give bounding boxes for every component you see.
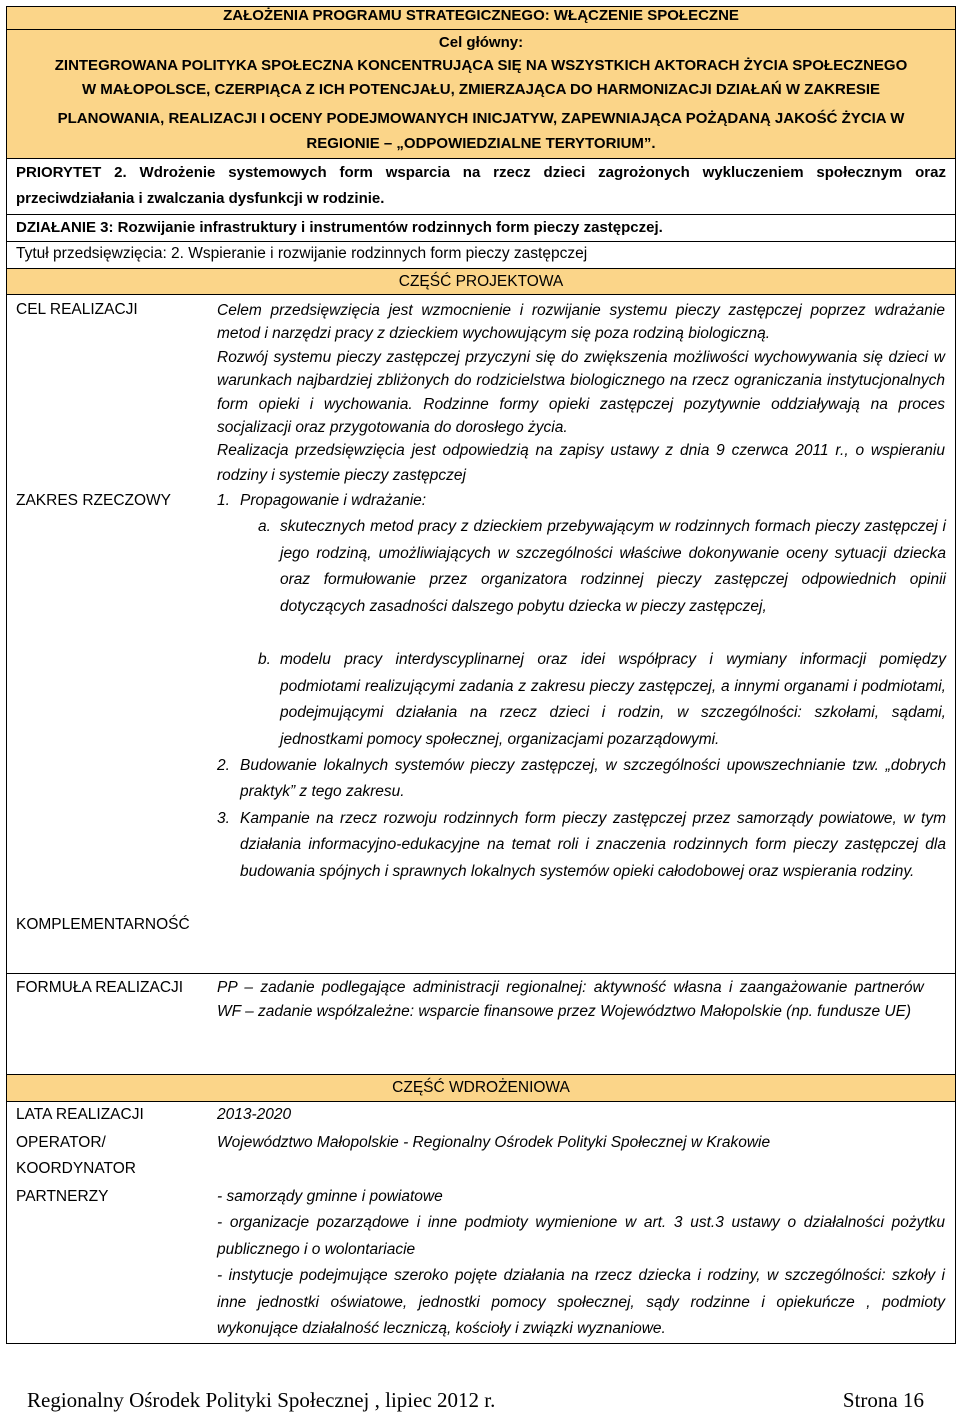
cel-paragraph-3: Realizacja przedsięwzięcia jest odpowiedzią na zapisy ustawy z dnia 9 czerwca 2011 r., o wspieraniu rodziny i systemie pieczy zastępczej [217,442,945,484]
komplementarnosc-label: KOMPLEMENTARNOŚĆ [16,916,190,933]
cel-paragraph-1: Celem przedsięwzięcia jest wzmocnienie i rozwijanie systemu pieczy zastępczej poprzez wdrażanie metod i narzędzi pracy z dzieckiem wychowującym się poza rodziną biologiczną. [217,302,945,343]
goal-line-2: W MAŁOPOLSCE, CZERPIĄCA Z ICH POTENCJAŁU, ZMIERZAJĄCA DO HARMONIZACJI DZIAŁAŃ W ZAKRESIE [81,81,881,98]
action: DZIAŁANIE 3: Rozwijanie infrastruktury i instrumentów rodzinnych form pieczy zastępczej. [16,219,663,236]
lata-value: 2013-2020 [217,1106,292,1123]
partnerzy-label: PARTNERZY [16,1188,109,1205]
zakres-item-2-num: 2. [217,757,230,774]
operator-label-2: KOORDYNATOR [16,1160,136,1177]
cel-content [217,299,945,488]
goal-line-1: ZINTEGROWANA POLITYKA SPOŁECZNA KONCENTRUJĄCA SIĘ NA WSZYSTKICH AKTORACH ŻYCIA SPOŁECZNEGO [54,57,908,74]
priority-label: PRIORYTET 2. [16,164,127,181]
cel-paragraph-2: Rozwój systemu pieczy zastępczej przyczyni się do zwiększenia możliwości wychowywania się dzieci w warunkach najbardziej zbliżonych do rodzicielstwa biologicznego na rzecz ograniczania instytucjonalnych form opieki i wychowania. Rodzinne formy opieki zastępczej pozytywnie oddziaływają na proces socjalizacji oraz przygotowania do dorosłego życia. [217,348,945,437]
partnerzy-item-1: - samorządy gminne i powiatowe [217,1188,443,1205]
zakres-sub-b: modelu pracy interdyscyplinarnej oraz idei współpracy i wymiany informacji pomiędzy podmiotami realizującymi zadania z zakresu pieczy zastępczej, a innymi organami i podmiotami, podejmującymi działania na rzecz dzieci i rodzin, w szczególności: szkołami, sądami, jednostkami pomocy społecznej, organizacjami pozarządowymi. [280,651,946,748]
document-title: ZAŁOŻENIA PROGRAMU STRATEGICZNEGO: WŁĄCZENIE SPOŁECZNE [223,7,739,24]
zakres-item-3-num: 3. [217,810,230,827]
divider [7,1101,955,1102]
divider [7,29,955,30]
lata-label: LATA REALIZACJI [16,1106,144,1123]
cel-label: CEL REALIZACJI [16,301,138,318]
formula-line-1: PP – zadanie podlegające administracji regionalnej: aktywność własna i zaangażowanie partnerów [217,979,924,996]
zakres-sub-b-mark: b. [258,651,271,668]
section-project: CZĘŚĆ PROJEKTOWA [398,273,564,290]
partnerzy-item-2: - organizacje pozarządowe i inne podmioty wymienione w art. 3 ust.3 ustawy o działalności pożytku publicznego i o wolontariacie [217,1214,945,1258]
zakres-item-1-num: 1. [217,492,230,509]
zakres-item-2: Budowanie lokalnych systemów pieczy zastępczej, w szczególności upowszechnianie tzw. „dobrych praktyk” z tego zakresu. [240,757,946,801]
formula-label: FORMUŁA REALIZACJI [16,979,184,996]
zakres-sub-a: skutecznych metod pracy z dzieckiem przebywającym w rodzinnych formach pieczy zastępczej i jego rodziną, umożliwiających w szczególności właściwe dokonywanie oceny sytuacji dziecka oraz formułowanie przez organizatora rodzinnej pieczy zastępczej odpowiednich opinii dotyczących zasadności dalszego pobytu dziecka w pieczy zastępczej, [280,518,946,615]
divider [7,158,955,159]
footer-page-number: Strona 16 [842,1388,924,1412]
page-footer [27,1388,924,1413]
goal-line-3: PLANOWANIA, REALIZACJI I OCENY PODEJMOWANYCH INICJATYW, ZAPEWNIAJĄCA POŻĄDANĄ JAKOŚĆ ŻYCIA W [57,110,905,127]
operator-value: Województwo Małopolskie - Regionalny Ośrodek Polityki Społecznej w Krakowie [217,1134,771,1151]
divider [7,294,955,295]
operator-label-1: OPERATOR/ [16,1134,106,1151]
goal-label: Cel główny: [438,34,524,51]
formula-line-2: WF – zadanie współzależne: wsparcie finansowe przez Województwo Małopolskie (np. fundusze UE) [217,1003,912,1020]
goal-line-4: REGIONIE – „ODPOWIEDZIALNE TERYTORIUM”. [306,135,656,152]
partnerzy-content [217,1184,945,1342]
footer-institution: Regionalny Ośrodek Polityki Społecznej , lipiec 2012 r. [27,1388,496,1412]
zakres-item-1: Propagowanie i wdrażanie: [240,492,427,509]
priority [16,160,946,212]
zakres-sub-a-mark: a. [258,518,271,535]
zakres-item-3: Kampanie na rzecz rozwoju rodzinnych form pieczy zastępczej przez samorządy powiatowe, w tym działania informacyjno-edukacyjne na temat roli i znaczenia rodzinnych form pieczy zastępczej dla budowania spójnych i sprawnych lokalnych systemów opieki całodobowej oraz wspierania rodziny. [240,810,946,880]
priority-text: Wdrożenie systemowych form wsparcia na rzecz dzieci zagrożonych wykluczeniem społecznym oraz przeciwdziałania i zwalczania dysfunkcji w rodzinie. [16,164,946,207]
project-title: Tytuł przedsięwzięcia: 2. Wspieranie i rozwijanie rodzinnych form pieczy zastępczej [16,245,588,262]
divider [7,973,955,974]
section-impl: CZĘŚĆ WDROŻENIOWA [392,1079,570,1096]
partnerzy-item-3: - instytucje podejmujące szeroko pojęte działania na rzecz dziecka i rodziny, w szczególności: szkoły i inne jednostki oświatowe, jednostki pomocy społecznej, sądy rodzinne i opiekuńcze , podmioty wykonujące działalność leczniczą, kościoły i związki wyznaniowe. [217,1267,945,1338]
formula-content [217,976,947,1025]
zakres-label: ZAKRES RZECZOWY [16,492,172,509]
